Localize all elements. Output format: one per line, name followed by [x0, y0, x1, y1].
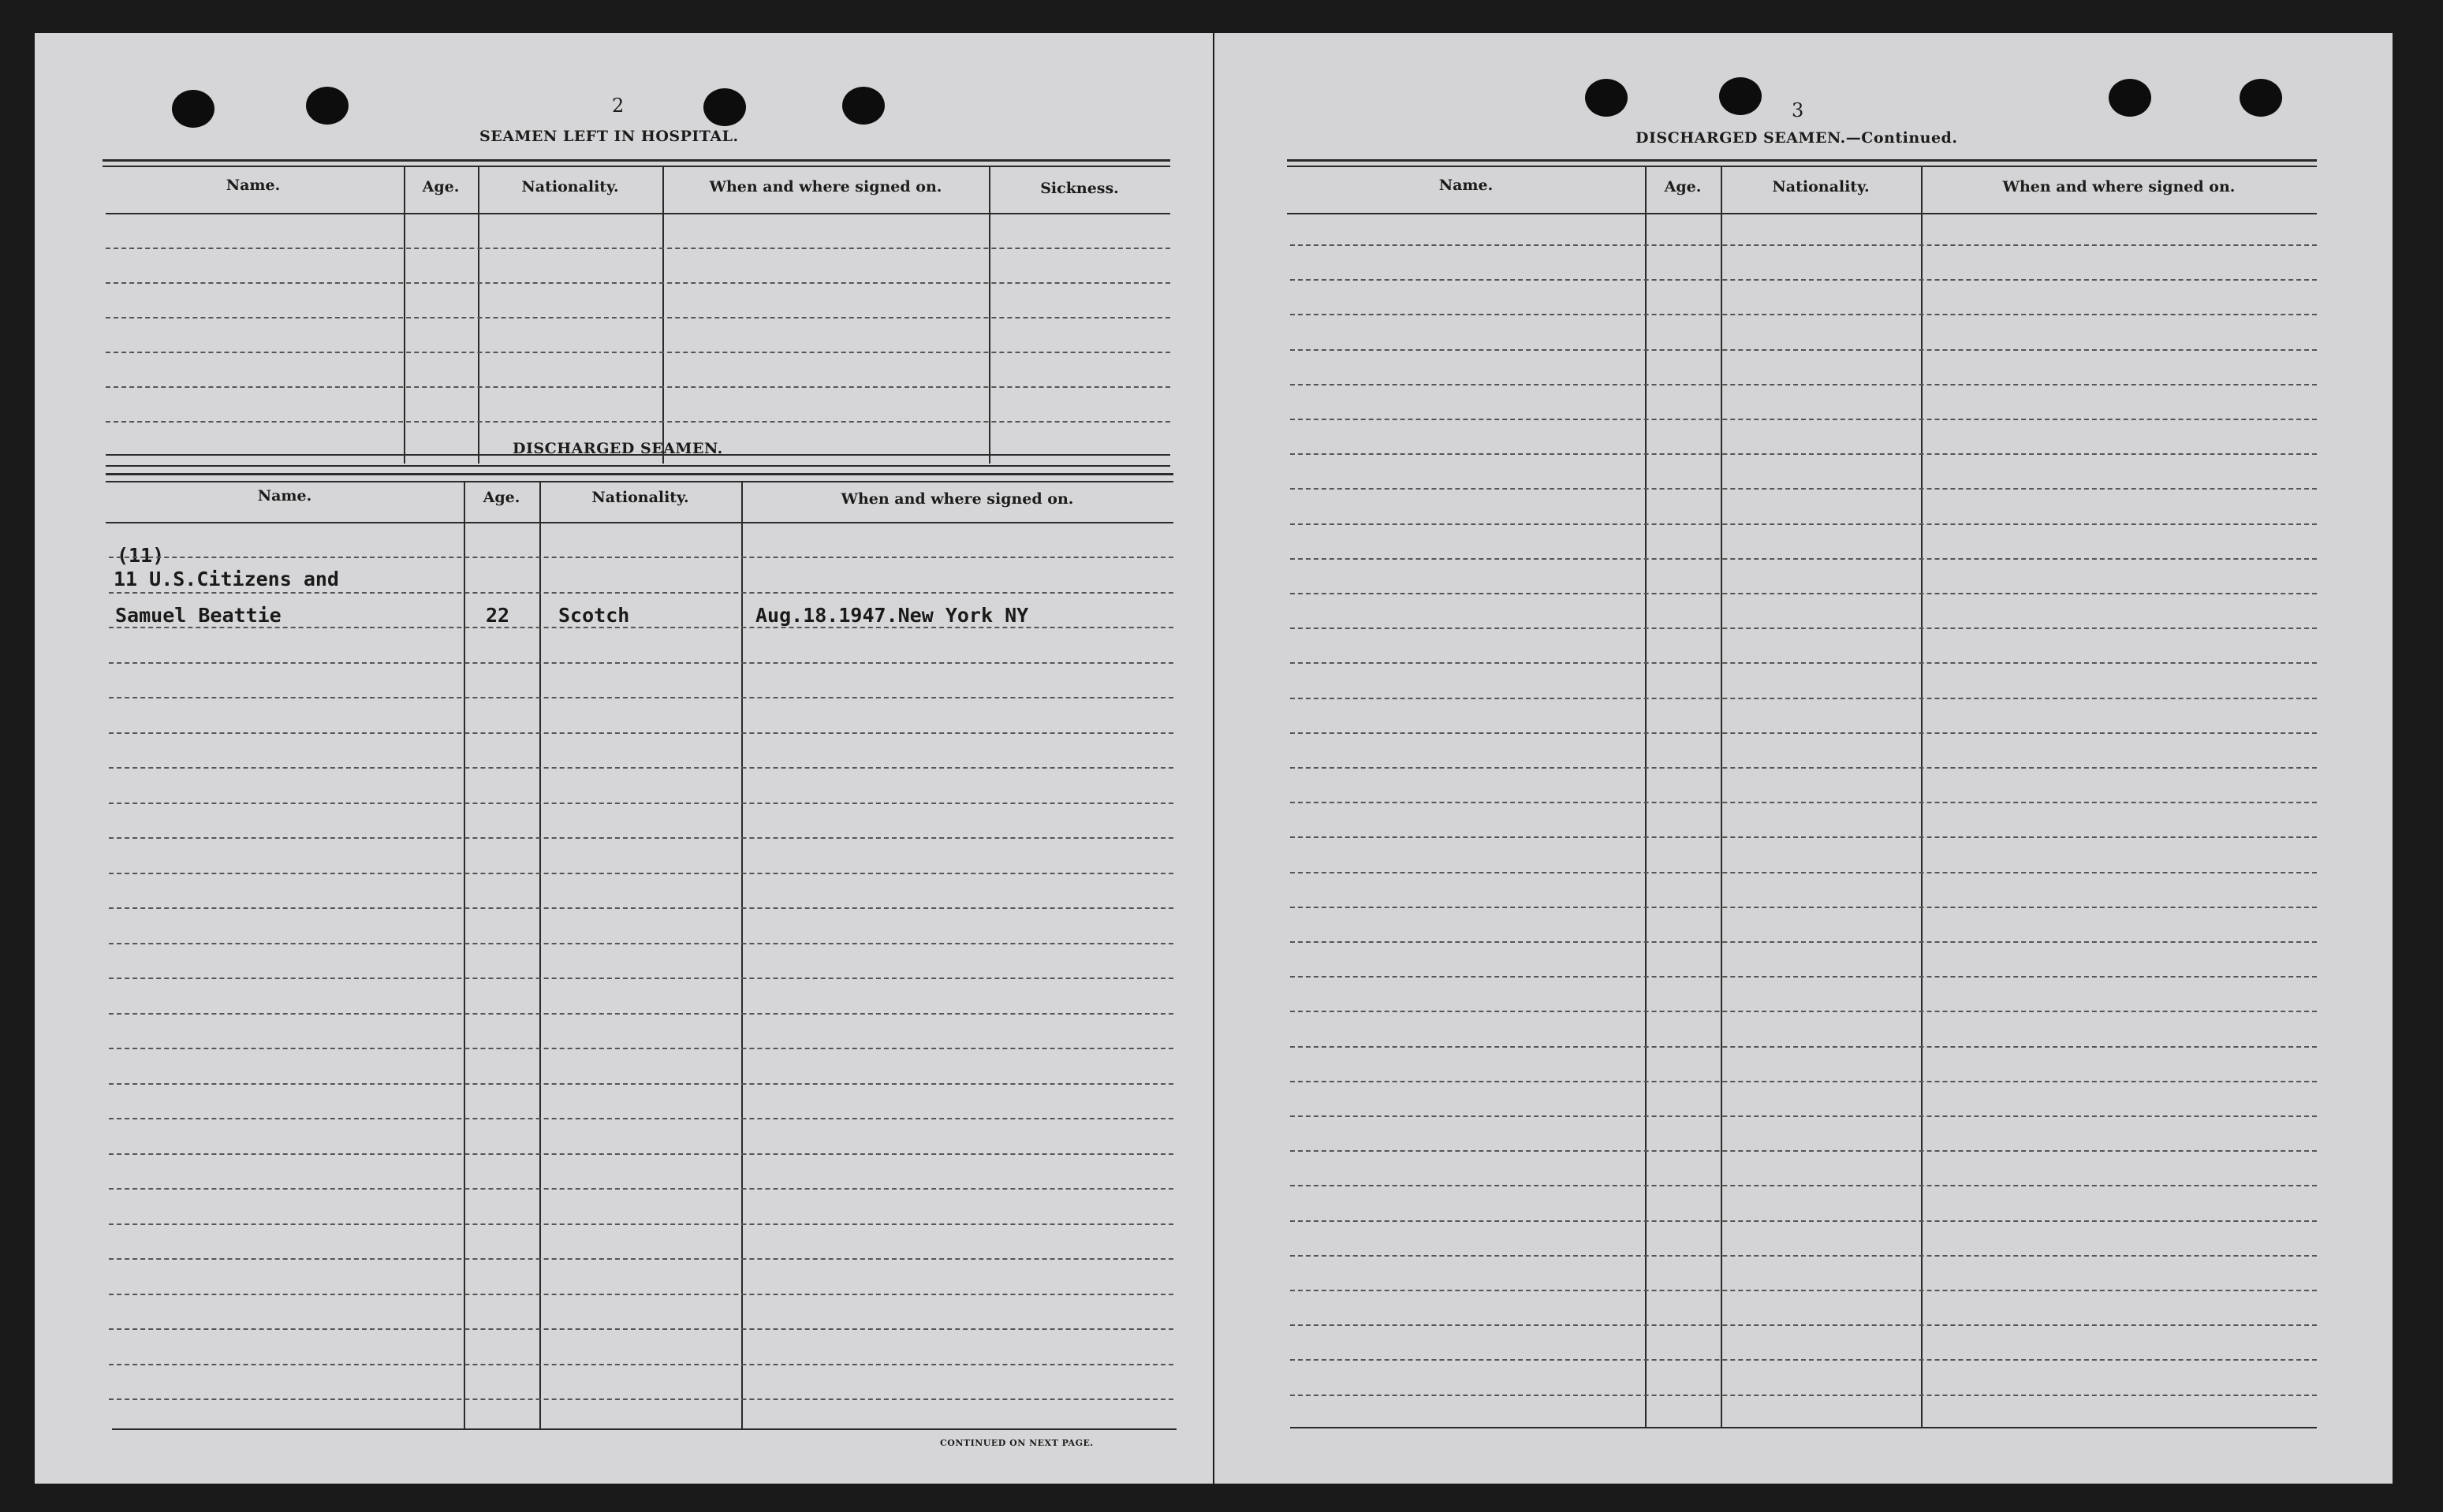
hospital-col-age: Age. [422, 178, 460, 196]
rule-line [109, 873, 1173, 874]
page-number: 3 [1792, 99, 1804, 121]
rule-line [1290, 593, 2317, 594]
rule-line [1290, 453, 2317, 455]
rule-line [109, 907, 1173, 909]
continued-col-age: Age. [1664, 178, 1702, 196]
rule-line [1290, 349, 2317, 351]
rule-line [1290, 1359, 2317, 1361]
rule-line [1290, 1011, 2317, 1012]
title-suffix: —Continued. [1845, 129, 1958, 147]
rule-line [1290, 732, 2317, 734]
rule-line [109, 1398, 1173, 1400]
rule-line [1290, 523, 2317, 525]
discharged-col-age: Age. [483, 489, 520, 506]
rule-line [1290, 1290, 2317, 1291]
rule-line [109, 1223, 1173, 1225]
rule-line [1290, 244, 2317, 246]
left-page [35, 33, 1213, 1484]
continued-note: CONTINUED ON NEXT PAGE. [940, 1438, 1094, 1448]
rule-line [109, 1153, 1173, 1155]
rule-line [1290, 1150, 2317, 1152]
rule-line [109, 943, 1173, 944]
rule-line [109, 662, 1173, 664]
hospital-col-nationality: Nationality. [521, 178, 619, 196]
discharged-continued-title [1636, 129, 1957, 147]
continued-col-nationality: Nationality. [1772, 178, 1870, 196]
discharged-section-title: DISCHARGED SEAMEN. [513, 440, 723, 457]
right-page [1214, 33, 2393, 1484]
rule-line [1290, 1185, 2317, 1186]
punch-hole [172, 90, 214, 128]
rule-line [1290, 836, 2317, 838]
rule-line [109, 732, 1173, 734]
rule-line [109, 557, 1173, 558]
continued-col-signed-on: When and where signed on. [2002, 178, 2236, 196]
punch-hole [306, 87, 349, 125]
punch-hole [2240, 79, 2282, 117]
rule-line [1290, 907, 2317, 908]
entry-nationality: Scotch [558, 604, 630, 627]
rule-line [109, 697, 1173, 698]
rule-line [109, 767, 1173, 769]
rule-line [109, 1294, 1173, 1295]
rule-line [109, 1048, 1173, 1049]
rule-line [1290, 872, 2317, 873]
rule-line [1290, 1046, 2317, 1048]
rule-line [109, 1188, 1173, 1190]
rule-line [1290, 558, 2317, 560]
rule-line [109, 627, 1173, 628]
rule-line [1290, 488, 2317, 490]
rule-line [109, 1083, 1173, 1085]
rule-line [109, 1328, 1173, 1330]
punch-hole [1585, 79, 1628, 117]
rule-line [109, 1013, 1173, 1015]
rule-line [1290, 976, 2317, 978]
rule-line [1290, 1115, 2317, 1117]
rule-line [1290, 1395, 2317, 1396]
page-number: 2 [612, 95, 625, 117]
rule-line [109, 1258, 1173, 1260]
entry-age: 22 [486, 604, 510, 627]
discharged-col-nationality: Nationality. [591, 489, 689, 506]
continued-col-name: Name. [1438, 177, 1494, 194]
rule-line [1290, 279, 2317, 281]
entry-count: (11) [117, 544, 165, 567]
rule-line [109, 592, 1173, 594]
entry-name: 11 U.S.Citizens and [114, 568, 339, 590]
rule-line [109, 1364, 1173, 1365]
rule-line [109, 1118, 1173, 1119]
hospital-col-sickness: Sickness. [1040, 180, 1119, 197]
punch-hole [703, 88, 746, 126]
rule-line [1290, 1081, 2317, 1082]
rule-line [1290, 1220, 2317, 1222]
rule-line [1290, 384, 2317, 385]
rule-line [1290, 419, 2317, 420]
hospital-section-title: SEAMEN LEFT IN HOSPITAL. [479, 128, 739, 145]
rule-line [1290, 662, 2317, 664]
rule-line [109, 978, 1173, 979]
rule-line [1290, 314, 2317, 315]
punch-hole [842, 87, 885, 125]
rule-line [1290, 802, 2317, 803]
rule-line [1290, 628, 2317, 629]
rule-line [109, 803, 1173, 804]
hospital-col-name: Name. [226, 177, 281, 194]
rule-line [1290, 1324, 2317, 1326]
rule-line [1290, 698, 2317, 699]
discharged-col-signed-on: When and where signed on. [841, 490, 1074, 508]
entry-signed-on: Aug.18.1947.New York NY [755, 604, 1029, 627]
rule-line [109, 837, 1173, 839]
entry-name: Samuel Beattie [115, 604, 282, 627]
rule-line [1290, 941, 2317, 943]
title-main: DISCHARGED SEAMEN. [1636, 129, 1846, 147]
hospital-col-signed-on: When and where signed on. [709, 178, 942, 196]
rule-line [1290, 1255, 2317, 1257]
discharged-col-name: Name. [257, 487, 312, 505]
punch-hole [1719, 77, 1762, 115]
punch-hole [2109, 79, 2151, 117]
rule-line [1290, 767, 2317, 769]
